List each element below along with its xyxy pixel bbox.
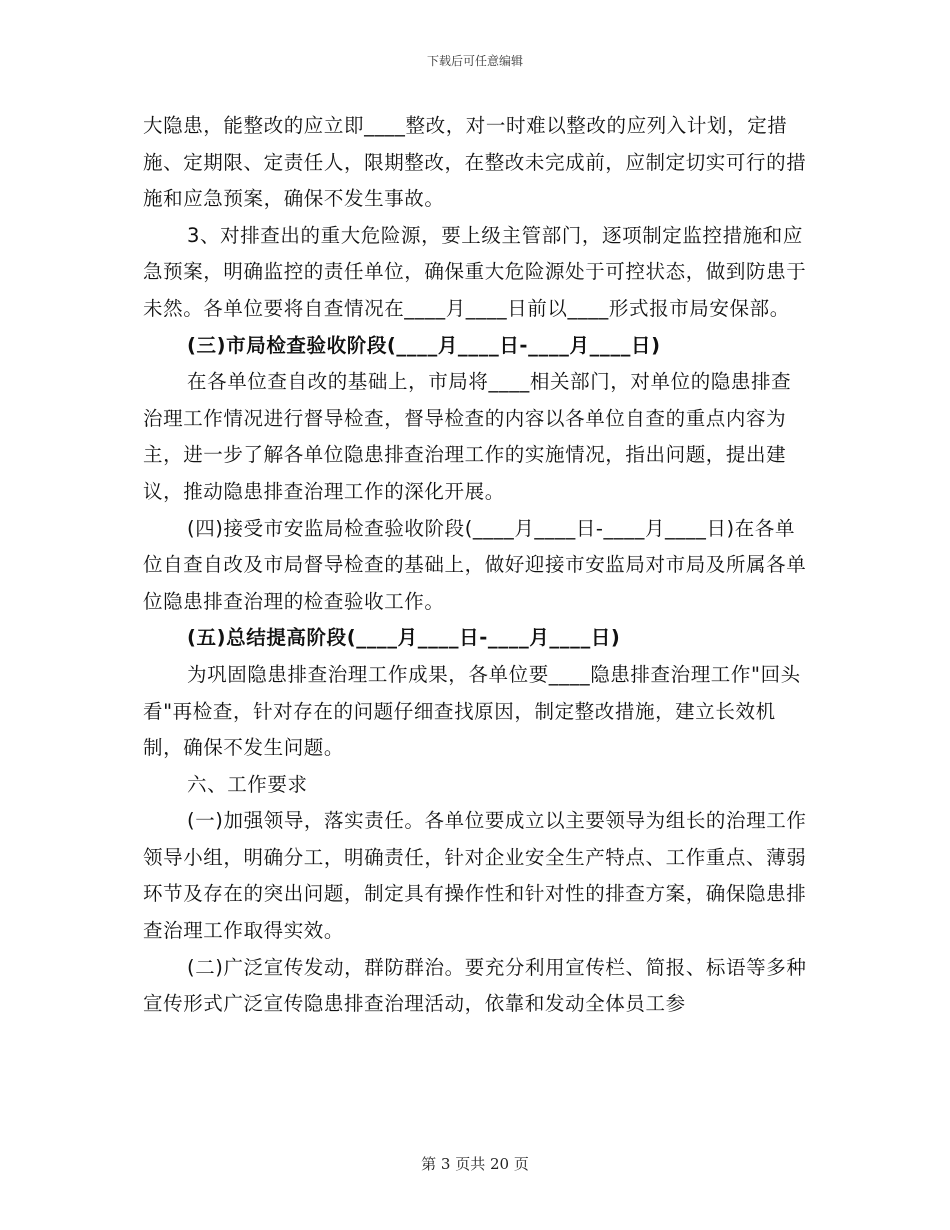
page-header: 下载后可任意编辑 (426, 54, 523, 68)
paragraph-section-5: 为巩固隐患排查治理工作成果，各单位要____隐患排查治理工作"回头看"再检查，针对存在的问题仔细查找原因，制定整改措施，建立长效机制，确保不发生问题。 (143, 662, 801, 760)
paragraph-continuation: 大隐患，能整改的应立即____整改，对一时难以整改的应列入计划，定措施、定期限、定责任人，限期整改，在整改未完成前，应制定切实可行的措施和应急预案，确保不发生事故。 (143, 114, 807, 211)
paragraph-section-3: 在各单位查自改的基础上，市局将____相关部门，对单位的隐患排查治理工作情况进行督导检查，督导检查的内容以各单位自查的重点内容为主，进一步了解各单位隐患排查治理工作的实施情况，指出问题，提出建议，推动隐患排查治理工作的深化开展。 (143, 370, 792, 503)
paragraph-section-4: (四)接受市安监局检查验收阶段(____月____日-____月____日)在各单位自查自改及市局督导检查的基础上，做好迎接市安监局对市局及所属各单位隐患排查治理的检查验收工作。 (143, 516, 807, 613)
paragraph-requirement-2: (二)广泛宣传发动，群防群治。要充分利用宣传栏、简报、标语等多种宣传形式广泛宣传隐患排查治理活动，依靠和发动全体员工参 (143, 955, 807, 1016)
document-body (143, 108, 808, 1023)
page-footer: 第 3 页共 20 页 (421, 1155, 529, 1173)
chapter-heading-6: 六、工作要求 (187, 772, 308, 796)
paragraph-item-3: 3、对排查出的重大危险源，要上级主管部门，逐项制定监控措施和应急预案，明确监控的责任单位，确保重大危险源处于可控状态，做到防患于未然。各单位要将自查情况在____月____日前以____形式报市局安保部。 (143, 223, 807, 320)
section-heading-3: (三)市局检查验收阶段(____月____日-____月____日) (187, 333, 661, 357)
section-heading-5: (五)总结提高阶段(____月____日-____月____日) (187, 626, 621, 650)
paragraph-requirement-1: (一)加强领导，落实责任。各单位要成立以主要领导为组长的治理工作领导小组，明确分工，明确责任，针对企业安全生产特点、工作重点、薄弱环节及存在的突出问题，制定具有操作性和针对性的排查方案，确保隐患排查治理工作取得实效。 (143, 809, 807, 943)
